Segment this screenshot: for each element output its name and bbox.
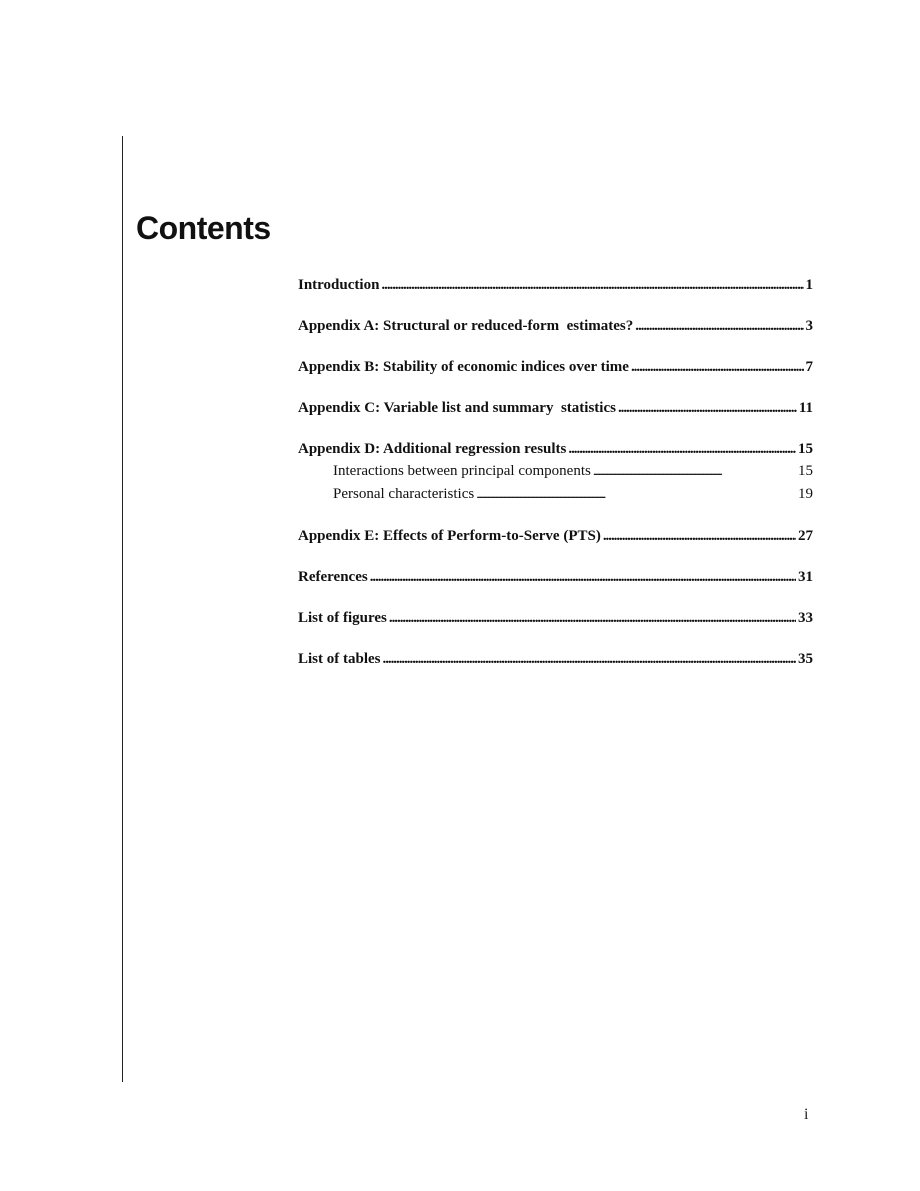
toc-entry-page: 35 — [798, 651, 813, 667]
toc-entry-appendix-e[interactable] — [298, 525, 813, 547]
toc-group — [298, 274, 813, 296]
toc-entry-page: 19 — [798, 486, 813, 502]
toc-entry-label: References — [298, 569, 368, 585]
toc-entry-appendix-d[interactable] — [298, 438, 813, 460]
toc-entry-label: List of tables — [298, 651, 381, 667]
dot-leader — [383, 648, 797, 670]
dot-leader — [381, 274, 803, 296]
toc-group — [298, 648, 813, 670]
toc-group — [298, 397, 813, 419]
toc-entry-label: Personal characteristics — [333, 486, 475, 502]
toc-subentry-personal-characteristics[interactable] — [298, 483, 813, 506]
toc-entry-page: 33 — [798, 610, 813, 626]
margin-rule — [122, 136, 123, 1082]
page-number: i — [804, 1106, 809, 1123]
toc-entry-label: Appendix D: Additional regression results — [298, 441, 567, 457]
toc-group — [298, 315, 813, 337]
table-of-contents — [298, 274, 813, 689]
toc-entry-page: 15 — [798, 441, 813, 457]
toc-entry-list-of-figures[interactable] — [298, 607, 813, 629]
dot-leader — [635, 315, 803, 337]
toc-entry-label: Appendix E: Effects of Perform-to-Serve (PTS) — [298, 528, 601, 544]
toc-entry-list-of-tables[interactable] — [298, 648, 813, 670]
toc-entry-label: Appendix B: Stability of economic indices over time — [298, 359, 629, 375]
page-title: Contents — [136, 210, 271, 246]
toc-entry-label: List of figures — [298, 610, 387, 626]
dot-leader — [603, 525, 796, 547]
toc-subentry-interactions[interactable] — [298, 460, 813, 483]
toc-group — [298, 566, 813, 588]
dot-leader — [631, 356, 804, 378]
toc-entry-label: Introduction — [298, 277, 380, 293]
dot-leader — [389, 607, 796, 629]
toc-group — [298, 438, 813, 506]
toc-entry-page: 7 — [805, 359, 813, 375]
toc-entry-appendix-c[interactable] — [298, 397, 813, 419]
toc-entry-introduction[interactable] — [298, 274, 813, 296]
dot-leader — [370, 566, 796, 588]
toc-entry-page: 1 — [805, 277, 813, 293]
toc-group — [298, 525, 813, 547]
dot-leader — [476, 483, 796, 506]
toc-entry-label: Appendix A: Structural or reduced-form estimates? — [298, 318, 634, 334]
toc-entry-label: Interactions between principal components — [333, 463, 591, 479]
toc-entry-page: 27 — [798, 528, 813, 544]
toc-entry-page: 3 — [805, 318, 813, 334]
toc-group — [298, 607, 813, 629]
toc-entry-label: Appendix C: Variable list and summary statistics — [298, 400, 616, 416]
toc-entry-page: 31 — [798, 569, 813, 585]
toc-group — [298, 356, 813, 378]
toc-entry-page: 15 — [798, 463, 813, 479]
dot-leader — [593, 460, 796, 483]
toc-entry-references[interactable] — [298, 566, 813, 588]
toc-entry-page: 11 — [798, 400, 813, 416]
dot-leader — [618, 397, 797, 419]
toc-entry-appendix-b[interactable] — [298, 356, 813, 378]
dot-leader — [568, 438, 796, 460]
toc-entry-appendix-a[interactable] — [298, 315, 813, 337]
